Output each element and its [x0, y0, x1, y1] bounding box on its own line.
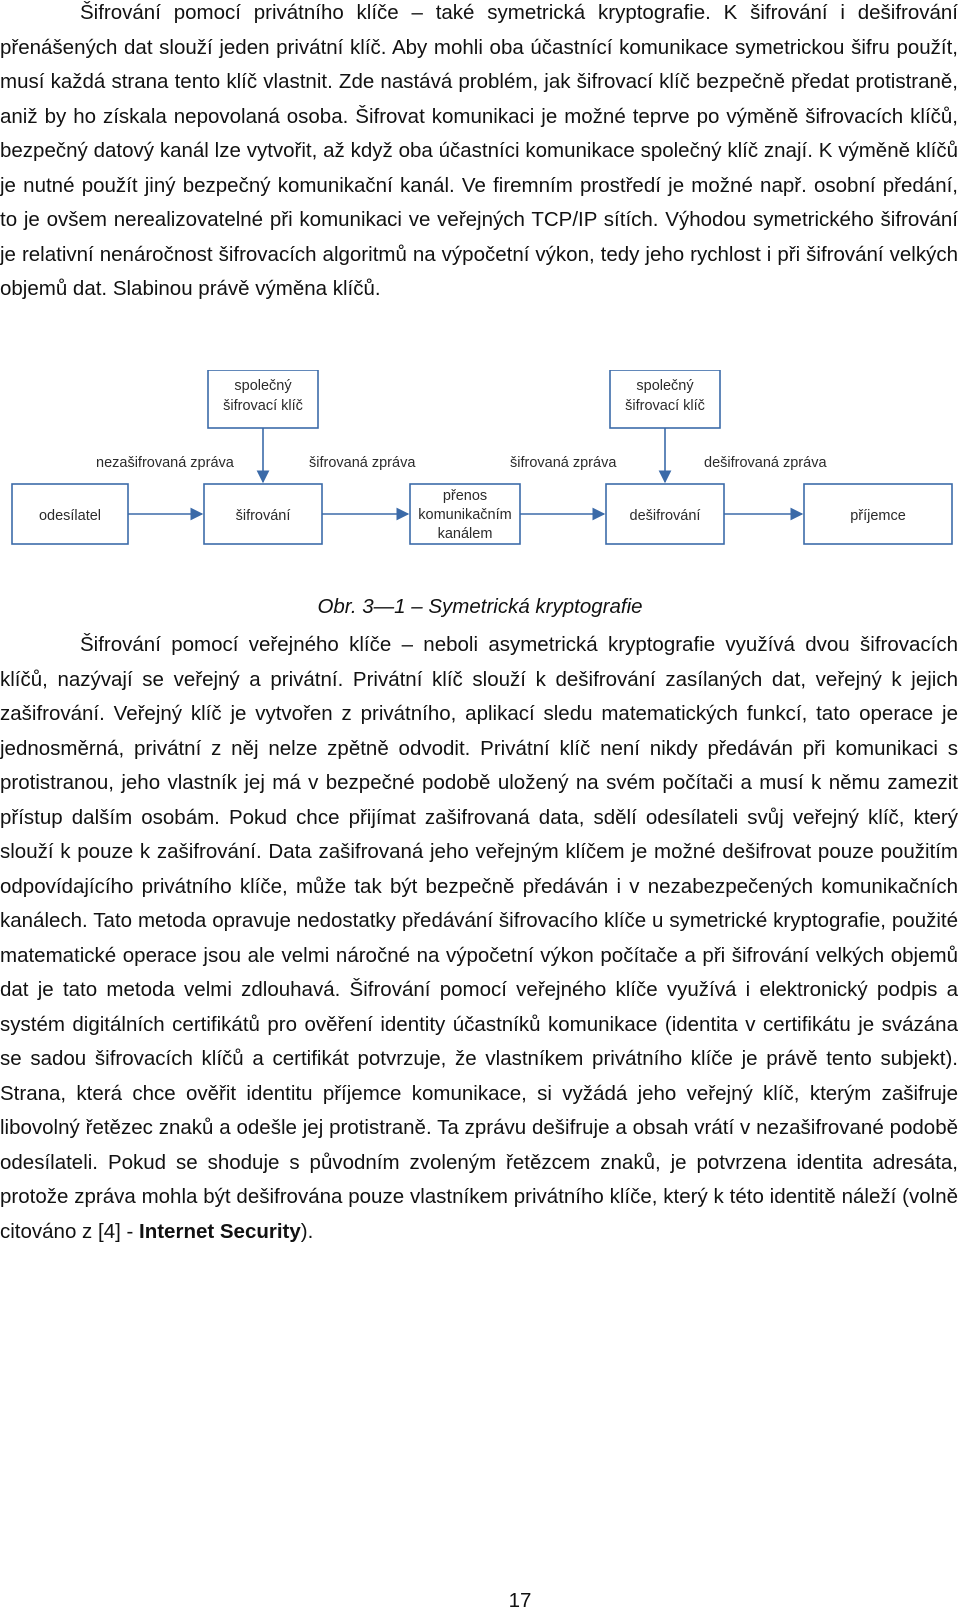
key-box-left-line1: společný [234, 378, 292, 394]
box-encryption-label: šifrování [235, 508, 291, 524]
paragraph-symmetric: Šifrování pomocí privátního klíče – také symetrická kryptografie. K šifrování i dešifrování přenášených dat slouží jeden privátní klíč. Aby mohli oba účastnící komunikace symetrickou šifru použít, musí každá strana tento klíč vlastnit. Zde nastává problém, jak šifrovací klíč bezpečně předat protistraně, aniž by ho získala nepovolaná osoba. Šifrovat komunikaci je možné teprve po výměně šifrovacích klíčů, bezpečný datový kanál lze vytvořit, až když oba účastníci komunikace společný klíč znají. K výměně klíčů je nutné použít jiný bezpečný komunikační kanál. Ve firemním prostředí je možné např. osobní předání, to je ovšem nerealizovatelné při komunikaci ve veřejných TCP/IP sítích. Výhodou symetrického šifrování je relativní nenáročnost šifrovacích algoritmů na výpočetní výkon, tedy jeho rychlost i při šifrování velkých objemů dat. Slabinou právě výměna klíčů. [0, 1, 958, 300]
paragraph-asymmetric [0, 628, 958, 1249]
key-box-right-line1: společný [636, 378, 694, 394]
label-encrypted-2: šifrovaná zpráva [510, 455, 617, 471]
box-encryption [204, 484, 322, 544]
box-sender-label: odesílatel [38, 508, 102, 524]
key-box-right-line2: šifrovací klíč [625, 398, 705, 414]
box-channel-line2: komunikačním [418, 507, 512, 523]
page-number: 17 [508, 1589, 532, 1612]
figure-caption: Obr. 3—1 – Symetrická kryptografie [317, 595, 643, 618]
box-decryption-label: dešifrování [629, 508, 701, 524]
box-channel [410, 484, 520, 544]
symmetric-crypto-diagram [0, 370, 960, 580]
citation-end: ). [300, 1219, 314, 1243]
citation-title: Internet Security [139, 1219, 301, 1243]
box-receiver [804, 484, 952, 544]
box-receiver-label: příjemce [850, 508, 906, 524]
label-decrypted: dešifrovaná zpráva [704, 455, 827, 471]
label-encrypted-1: šifrovaná zpráva [309, 455, 416, 471]
box-channel-line1: přenos [442, 488, 488, 504]
box-sender [12, 484, 128, 544]
label-unencrypted: nezašifrovaná zpráva [96, 455, 234, 471]
box-decryption [606, 484, 724, 544]
box-channel-line3: kanálem [437, 526, 493, 542]
key-box-left [208, 370, 318, 428]
paragraph-asymmetric-text: Šifrování pomocí veřejného klíče – neboli asymetrická kryptografie využívá dvou šifrovacích klíčů, nazývají se veřejný a privátní. Privátní klíč slouží k dešifrování zasílaných dat, veřejný k jejich zašifrování. Veřejný klíč je vytvořen z privátního, aplikací sledu matematických funkcí, tato operace je jednosměrná, privátní z něj nelze zpětně odvodit. Privátní klíč není nikdy předáván při komunikaci s protistranou, jeho vlastník jej má v bezpečné podobě uložený na svém počítači a musí k němu zamezit přístup dalším osobám. Pokud chce přijímat zašifrovaná data, sdělí odesílateli svůj veřejný klíč, který slouží k pouze k zašifrování. Data zašifrovaná jeho veřejným klíčem je možné dešifrovat pouze použitím odpovídajícího privátního klíče, může tak být bezpečně předáván i v nezabezpečených komunikačních kanálech. Tato metoda opravuje nedostatky předávání šifrovacího klíče u symetrické kryptografie, použité matematické operace jsou ale velmi náročné na výpočetní výkon počítače a při šifrování velkých objemů dat je tato metoda velmi zdlouhavá. Šifrování pomocí veřejného klíče využívá i elektronický podpis a systém digitálních certifikátů pro ověření identity účastníků komunikace (identita v certifikátu je svázána se sadou šifrovacích klíčů a certifikát potvrzuje, že vlastníkem privátního klíče je právě tento subjekt). Strana, která chce ověřit identitu příjemce komunikace, si vyžádá jeho veřejný klíč, kterým zašifruje libovolný řetězec znaků a odešle jej protistraně. Ta zprávu dešifruje a obsah vrátí v nezašifrované podobě odesílateli. Pokud se shoduje s původním zvoleným řetězcem znaků, je potvrzena identita adresáta, protože zpráva mohla být dešifrována pouze vlastníkem privátního klíče, který k této identitě náleží (volně citováno z [4] - [0, 633, 958, 1243]
key-box-left-line2: šifrovací klíč [223, 398, 303, 414]
key-box-right [610, 370, 720, 428]
